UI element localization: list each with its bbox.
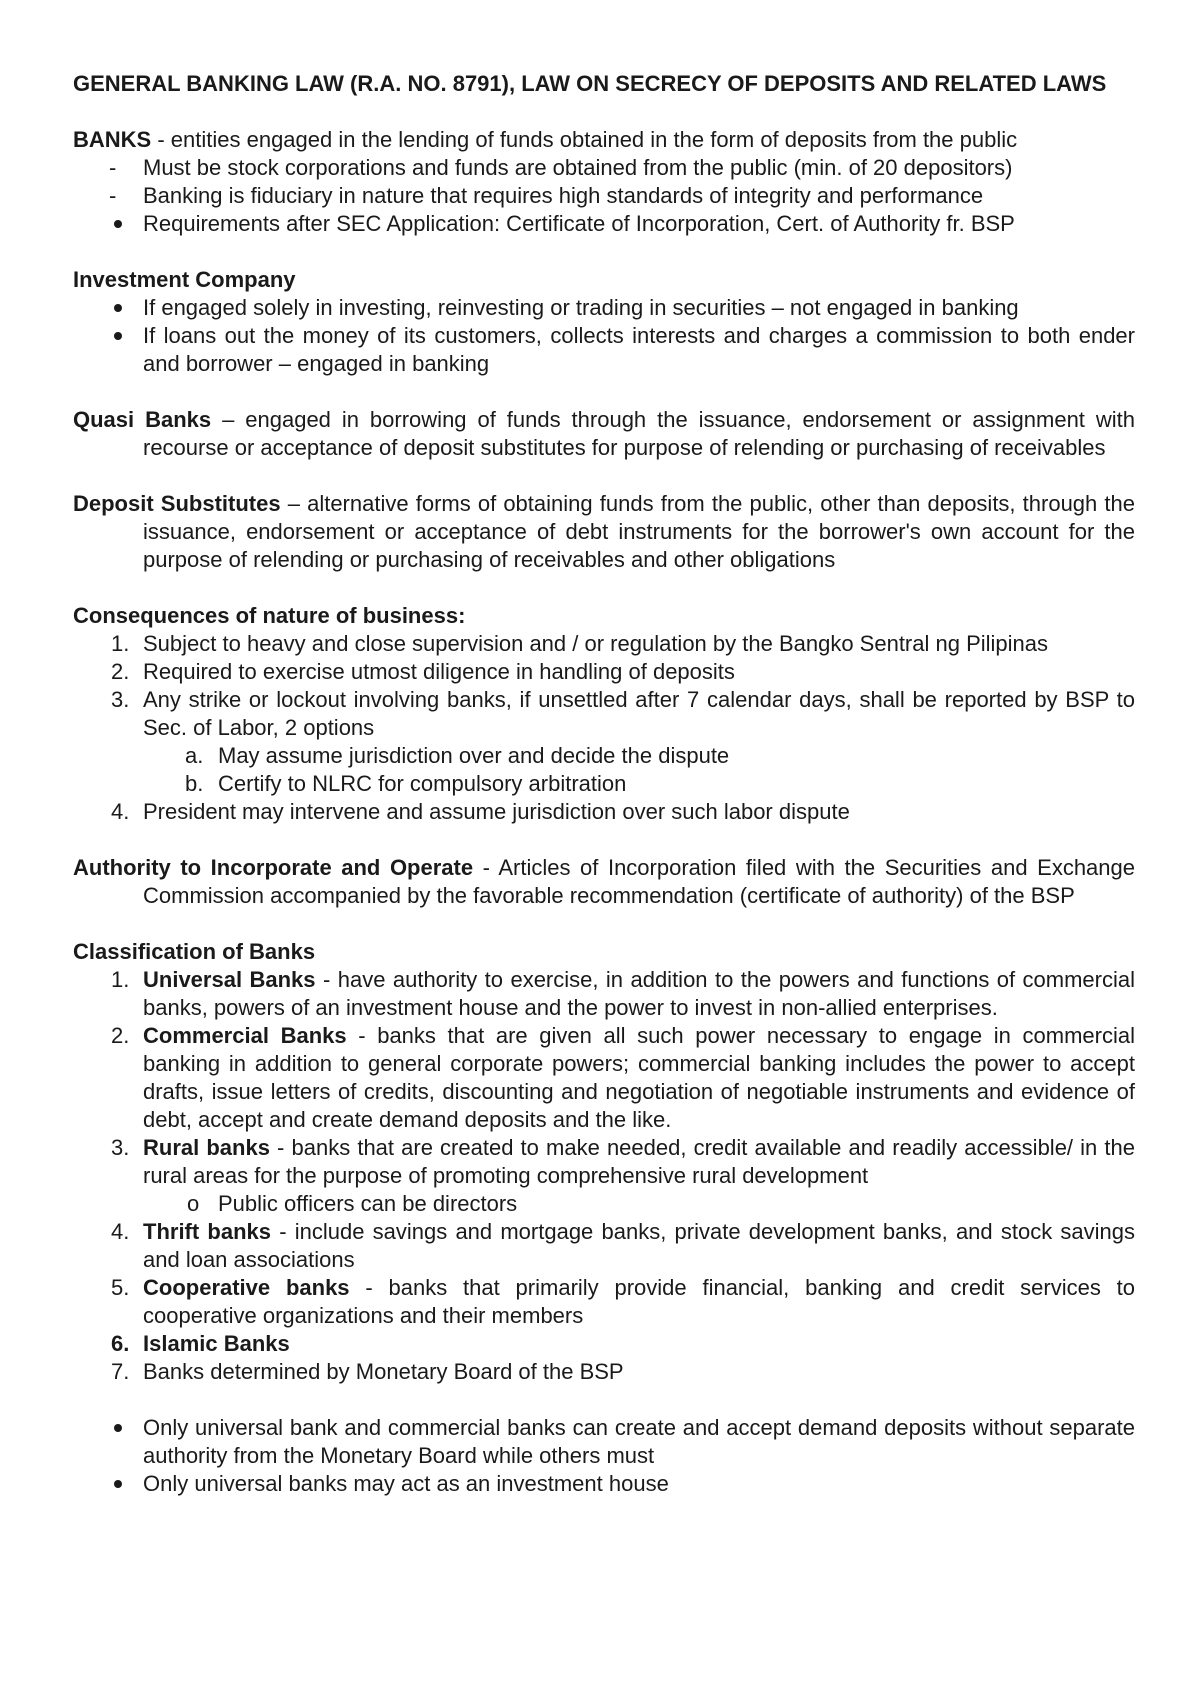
final-bullets-list [73, 1414, 1135, 1498]
circle-marker: o [187, 1191, 200, 1216]
list-item-text: Public officers can be directors [218, 1191, 518, 1216]
banks-def: - entities engaged in the lending of funds obtained in the form of deposits from the public [151, 127, 1018, 152]
banks-list [73, 154, 1135, 238]
authority-term: Authority to Incorporate and Operate [73, 855, 474, 880]
bullet-icon [114, 220, 122, 228]
classification-list [73, 966, 1135, 1386]
section-authority [73, 854, 1135, 910]
list-item [73, 1274, 1135, 1330]
list-item-term: Thrift banks [143, 1219, 271, 1244]
authority-definition [73, 854, 1135, 910]
list-item-term: Universal Banks [143, 967, 316, 992]
quasi-definition [73, 406, 1135, 462]
list-item-text: - have authority to exercise, in addition to the powers and functions of commercial banks, powers of an investment house and the power to invest in non-allied enterprises. [143, 967, 1135, 1020]
authority-def: - Articles of Incorporation filed with the Securities and Exchange Commission accompanied by the favorable recommendation (certificate of authority) of the BSP [143, 855, 1135, 908]
list-item [73, 1414, 1135, 1470]
list-item [73, 210, 1135, 238]
consequences-list [73, 630, 1135, 826]
list-item [73, 798, 1135, 826]
section-banks [73, 126, 1135, 238]
list-item [73, 686, 1135, 742]
list-number: 3. [111, 1135, 130, 1160]
list-item-text: May assume jurisdiction over and decide the dispute [218, 743, 730, 768]
sub-list-item [73, 770, 1135, 798]
list-item [73, 966, 1135, 1022]
list-item [73, 1134, 1135, 1190]
list-item-text: Subject to heavy and close supervision and / or regulation by the Bangko Sentral ng Pilipinas [143, 631, 1049, 656]
dash-marker: - [109, 155, 117, 180]
dash-marker: - [109, 183, 117, 208]
list-item-term: Islamic Banks [143, 1331, 290, 1356]
quasi-def: – engaged in borrowing of funds through the issuance, endorsement or assignment with recourse or acceptance of deposit substitutes for purpose of relending or purchasing of receivables [143, 407, 1135, 460]
classification-heading: Classification of Banks [73, 939, 316, 964]
list-item-text: Must be stock corporations and funds are obtained from the public (min. of 20 depositors) [143, 155, 1013, 180]
bullet-icon [114, 1480, 122, 1488]
sub-list-item [73, 1190, 1135, 1218]
section-investment-company [73, 266, 1135, 378]
section-classification [73, 938, 1135, 1498]
list-item [73, 322, 1135, 378]
list-letter: a. [185, 743, 204, 768]
deposit-substitutes-definition [73, 490, 1135, 574]
list-item-text: Requirements after SEC Application: Certificate of Incorporation, Cert. of Authority fr. BSP [143, 211, 1015, 236]
list-item [73, 182, 1135, 210]
investment-list [73, 294, 1135, 378]
list-item [73, 154, 1135, 182]
list-number: 2. [111, 1023, 130, 1048]
investment-heading: Investment Company [73, 267, 296, 292]
list-item [73, 1330, 1135, 1358]
list-item [73, 294, 1135, 322]
deposit-substitutes-def: – alternative forms of obtaining funds from the public, other than deposits, through the issuance, endorsement or acceptance of debt instruments for the borrower's own account for the purpose of relending or purchasing of receivables and other obligations [143, 491, 1135, 572]
quasi-term: Quasi Banks [73, 407, 212, 432]
list-item-text: Required to exercise utmost diligence in handling of deposits [143, 659, 735, 684]
list-number: 3. [111, 687, 130, 712]
list-item [73, 1218, 1135, 1274]
list-item [73, 1358, 1135, 1386]
list-item-text: - include savings and mortgage banks, private development banks, and stock savings and loan associations [143, 1219, 1136, 1272]
list-item [73, 1022, 1135, 1134]
deposit-substitutes-term: Deposit Substitutes [73, 491, 281, 516]
list-item [73, 630, 1135, 658]
list-item-text: Certify to NLRC for compulsory arbitration [218, 771, 627, 796]
list-item-text: President may intervene and assume jurisdiction over such labor dispute [143, 799, 850, 824]
list-item-text: Banks determined by Monetary Board of the BSP [143, 1359, 624, 1384]
banks-term: BANKS [73, 127, 152, 152]
list-item-term: Commercial Banks [143, 1023, 347, 1048]
spacer [73, 1386, 1135, 1414]
sub-list-item [73, 742, 1135, 770]
document-page [73, 70, 1135, 1498]
list-number: 1. [111, 967, 130, 992]
bullet-icon [114, 1424, 122, 1432]
list-item-text: - banks that primarily provide financial, banking and credit services to cooperative organizations and their members [143, 1275, 1135, 1328]
list-item-term: Cooperative banks [143, 1275, 350, 1300]
document-title: GENERAL BANKING LAW (R.A. NO. 8791), LAW ON SECRECY OF DEPOSITS AND RELATED LAWS [73, 71, 1107, 96]
list-number: 4. [111, 1219, 130, 1244]
list-number: 6. [111, 1331, 130, 1356]
bullet-icon [114, 332, 122, 340]
list-item-text: - banks that are given all such power necessary to engage in commercial banking in addition to general corporate powers; commercial banking includes the power to accept drafts, issue letters of credits, discounting and negotiation of negotiable instruments and evidence of debt, accept and create demand deposits and the like. [143, 1023, 1135, 1132]
list-item-text: If loans out the money of its customers, collects interests and charges a commission to both ender and borrower – engaged in banking [143, 323, 1135, 376]
list-item-text: Any strike or lockout involving banks, if unsettled after 7 calendar days, shall be reported by BSP to Sec. of Labor, 2 options [143, 687, 1135, 740]
list-item-text: If engaged solely in investing, reinvesting or trading in securities – not engaged in banking [143, 295, 1019, 320]
list-item [73, 1470, 1135, 1498]
section-deposit-substitutes [73, 490, 1135, 574]
section-quasi-banks [73, 406, 1135, 462]
list-letter: b. [185, 771, 204, 796]
list-number: 5. [111, 1275, 130, 1300]
list-number: 7. [111, 1359, 130, 1384]
bullet-icon [114, 304, 122, 312]
list-item [73, 658, 1135, 686]
list-item-text: Banking is fiduciary in nature that requires high standards of integrity and performance [143, 183, 984, 208]
banks-definition [73, 126, 1135, 154]
list-item-text: - banks that are created to make needed, credit available and readily accessible/ in the rural areas for the purpose of promoting comprehensive rural development [143, 1135, 1135, 1188]
section-consequences [73, 602, 1135, 826]
list-number: 1. [111, 631, 130, 656]
list-number: 2. [111, 659, 130, 684]
list-item-term: Rural banks [143, 1135, 270, 1160]
list-item-text: Only universal bank and commercial banks can create and accept demand deposits without separate authority from the Monetary Board while others must [143, 1415, 1135, 1468]
consequences-heading: Consequences of nature of business: [73, 603, 466, 628]
list-number: 4. [111, 799, 130, 824]
list-item-text: Only universal banks may act as an investment house [143, 1471, 669, 1496]
